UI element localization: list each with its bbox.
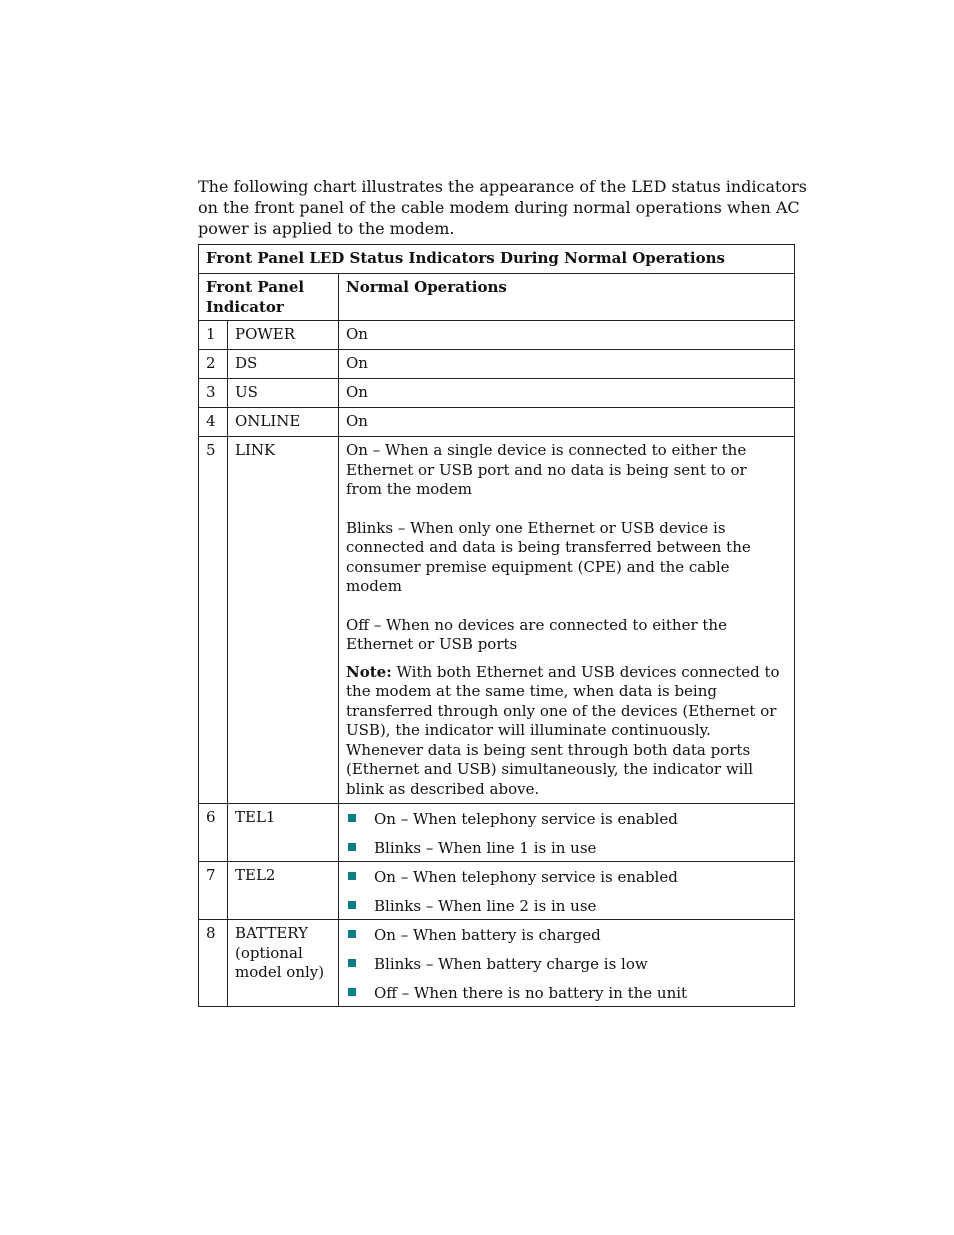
link-operations-cell bbox=[339, 437, 795, 804]
row-number: 1 bbox=[199, 321, 228, 350]
table-row bbox=[199, 350, 795, 379]
note-label: Note: bbox=[346, 662, 392, 681]
list-item: On – When battery is charged bbox=[346, 926, 787, 945]
table-row bbox=[199, 804, 795, 862]
table-row bbox=[199, 862, 795, 920]
table-row bbox=[199, 379, 795, 408]
intro-paragraph: The following chart illustrates the appearance of the LED status indicators on the front panel of the cable modem during normal operations when AC power is applied to the modem. bbox=[198, 177, 807, 238]
table-row bbox=[199, 437, 795, 804]
row-number: 4 bbox=[199, 408, 228, 437]
row-number: 7 bbox=[199, 862, 228, 920]
square-bullet-icon bbox=[348, 930, 356, 938]
row-number: 2 bbox=[199, 350, 228, 379]
indicator-name: DS bbox=[228, 350, 339, 379]
note-text: With both Ethernet and USB devices connected to the modem at the same time, when data is being transferred through only one of the devices (Ethernet or USB), the indicator will illuminate continuously. Whenever data is being sent through both data ports (Ethernet and USB) simultaneously, the indicator will blink as described above. bbox=[346, 662, 780, 798]
indicator-name: BATTERY (optional model only) bbox=[228, 920, 339, 1007]
table-row bbox=[199, 920, 795, 1007]
list-item: Blinks – When line 2 is in use bbox=[346, 897, 787, 916]
link-note bbox=[346, 663, 787, 800]
indicator-name: LINK bbox=[228, 437, 339, 804]
row-number: 3 bbox=[199, 379, 228, 408]
list-item: On – When telephony service is enabled bbox=[346, 868, 787, 887]
operation-bullets bbox=[339, 804, 795, 862]
indicator-name: ONLINE bbox=[228, 408, 339, 437]
row-number: 5 bbox=[199, 437, 228, 804]
indicator-name: TEL1 bbox=[228, 804, 339, 862]
led-status-table bbox=[198, 244, 795, 1007]
list-item: Off – When there is no battery in the unit bbox=[346, 984, 787, 1003]
indicator-name: TEL2 bbox=[228, 862, 339, 920]
list-item: Blinks – When battery charge is low bbox=[346, 955, 787, 974]
list-item: Blinks – When line 1 is in use bbox=[346, 839, 787, 858]
operation-text: On bbox=[339, 321, 795, 350]
square-bullet-icon bbox=[348, 843, 356, 851]
table-caption: Front Panel LED Status Indicators During Normal Operations bbox=[199, 245, 795, 274]
list-item: On – When telephony service is enabled bbox=[346, 810, 787, 829]
operation-text: On bbox=[339, 350, 795, 379]
square-bullet-icon bbox=[348, 814, 356, 822]
column-header-operations: Normal Operations bbox=[339, 274, 795, 321]
operation-text: On bbox=[339, 408, 795, 437]
square-bullet-icon bbox=[348, 901, 356, 909]
table-row bbox=[199, 408, 795, 437]
column-header-indicator: Front Panel Indicator bbox=[199, 274, 339, 321]
row-number: 6 bbox=[199, 804, 228, 862]
link-on-description: On – When a single device is connected to either the Ethernet or USB port and no data is being sent to or from the modem bbox=[346, 441, 747, 498]
indicator-name: US bbox=[228, 379, 339, 408]
table-row bbox=[199, 321, 795, 350]
link-blinks-description: Blinks – When only one Ethernet or USB device is connected and data is being transferred between the consumer premise equipment (CPE) and the cable modem bbox=[346, 518, 751, 595]
square-bullet-icon bbox=[348, 988, 356, 996]
operation-bullets bbox=[339, 862, 795, 920]
row-number: 8 bbox=[199, 920, 228, 1007]
link-off-description: Off – When no devices are connected to either the Ethernet or USB ports bbox=[346, 615, 727, 653]
operation-bullets bbox=[339, 920, 795, 1007]
operation-text: On bbox=[339, 379, 795, 408]
square-bullet-icon bbox=[348, 872, 356, 880]
square-bullet-icon bbox=[348, 959, 356, 967]
indicator-name: POWER bbox=[228, 321, 339, 350]
